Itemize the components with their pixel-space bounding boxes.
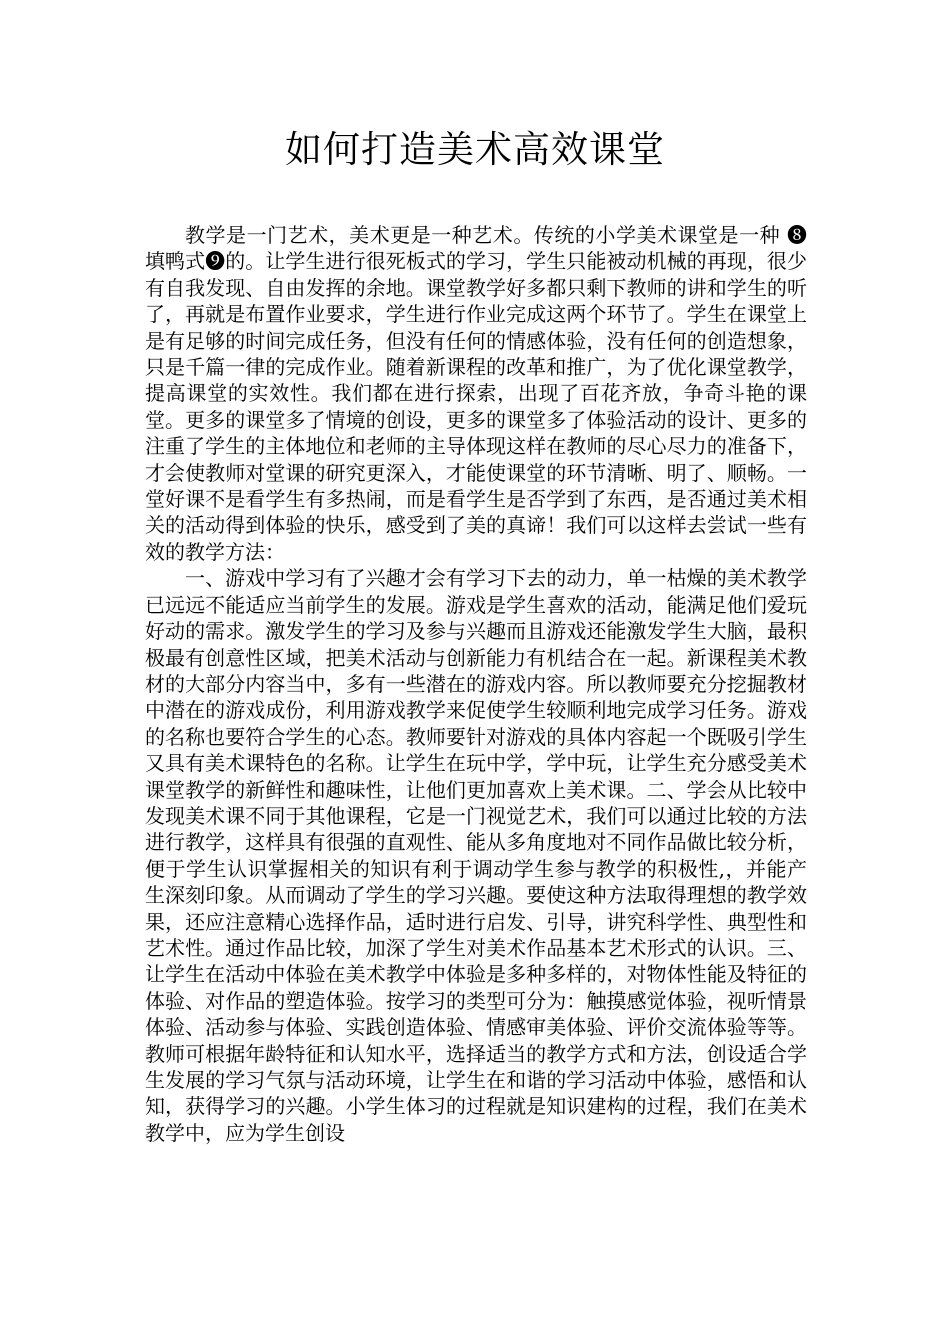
body-paragraph-intro: 教学是一门艺术，美术更是一种艺术。传统的小学美术课堂是一种 ❽填鸭式❾的。让学生进行很死板式的学习，学生只能被动机械的再现，很少有自我发现、自由发挥的余地。课堂教学好多都只剩下教师的讲和学生的听了，再就是布置作业要求，学生进行作业完成这两个环节了。学生在课堂上是有足够的时间完成任务，但没有任何的情感体验，没有任何的创造想象，只是千篇一律的完成作业。随着新课程的改革和推广，为了优化课堂教学，提高课堂的实效性。我们都在进行探索，出现了百花齐放，争奇斗艳的课堂。更多的课堂多了情境的创设，更多的课堂多了体验活动的设计、更多的注重了学生的主体地位和老师的主导体现这样在教师的尽心尽力的准备下，才会使教师对堂课的研究更深入，才能使课堂的环节清晰、明了、顺畅。一堂好课不是看学生有多热闹，而是看学生是否学到了东西，是否通过美术相关的活动得到体验的快乐，感受到了美的真谛！我们可以这样去尝试一些有效的教学方法： (145, 223, 807, 564)
body-paragraph-methods: 一、游戏中学习有了兴趣才会有学习下去的动力，单一枯燥的美术教学已远远不能适应当前学生的发展。游戏是学生喜欢的活动，能满足他们爱玩好动的需求。激发学生的学习及参与兴趣而且游戏还能激发学生大脑，最积极最有创意性区域，把美术活动与创新能力有机结合在一起。新课程美术教材的大部分内容当中，多有一些潜在的游戏内容。所以教师要充分挖掘教材中潜在的游戏成份，利用游戏教学来促使学生较顺利地完成学习任务。游戏的名称也要符合学生的心态。教师要针对游戏的具体内容起一个既吸引学生又具有美术课特色的名称。让学生在玩中学，学中玩，让学生充分感受美术课堂教学的新鲜性和趣味性，让他们更加喜欢上美术课。二、学会从比较中发现美术课不同于其他课程，它是一门视觉艺术，我们可以通过比较的方法进行教学，这样具有很强的直观性、能从多角度地对不同作品做比较分析，便于学生认识掌握相关的知识有利于调动学生参与教学的积极性,，并能产生深刻印象。从而调动了学生的学习兴趣。要使这种方法取得理想的教学效果，还应注意精心选择作品，适时进行启发、引导，讲究科学性、典型性和艺术性。通过作品比较，加深了学生对美术作品基本艺术形式的认识。三、让学生在活动中体验在美术教学中体验是多种多样的，对物体性能及特征的体验、对作品的塑造体验。按学习的类型可分为：触摸感觉体验，视听情景体验、活动参与体验、实践创造体验、情感审美体验、评价交流体验等等。教师可根据年龄特征和认知水平，选择适当的教学方式和方法，创设适合学生发展的学习气氛与活动环境，让学生在和谐的学习活动中体验，感悟和认知，获得学习的兴趣。小学生体习的过程就是知识建构的过程，我们在美术教学中，应为学生创设 (145, 566, 807, 1145)
document-body (145, 222, 807, 1146)
document-title: 如何打造美术高效课堂 (285, 128, 665, 171)
